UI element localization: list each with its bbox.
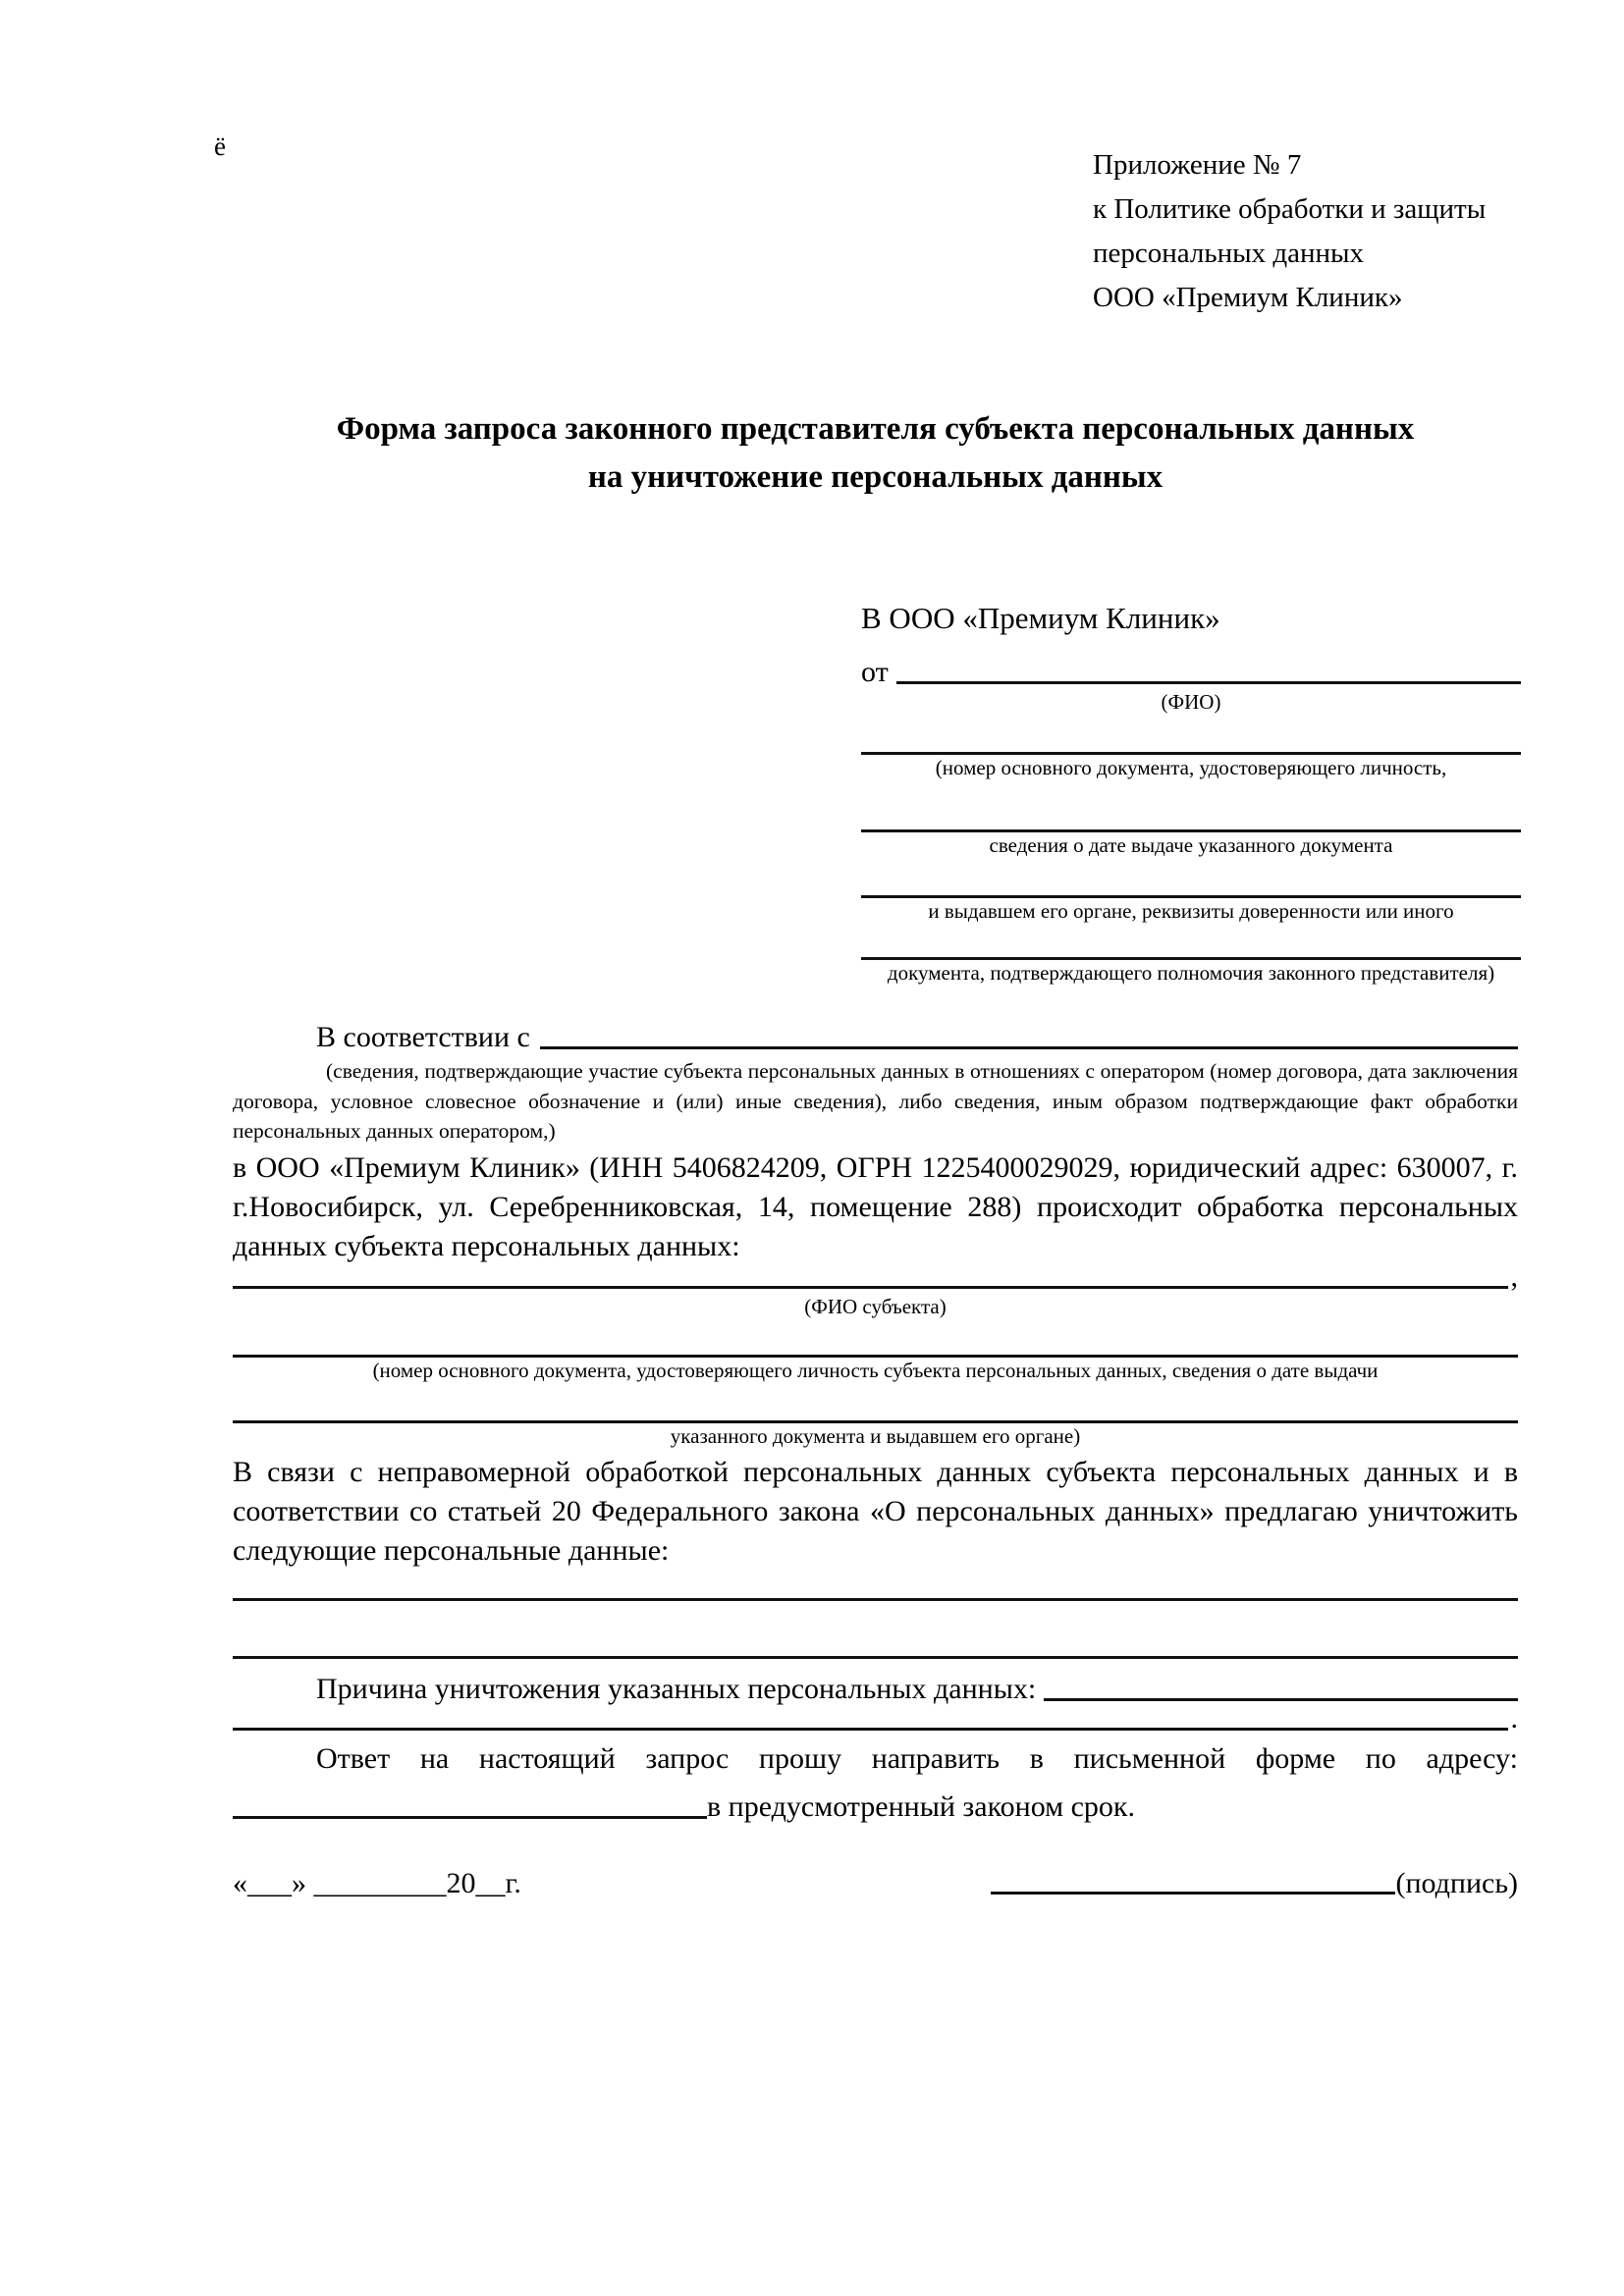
appendix-line-2: к Политике обработки и защиты [1093, 193, 1487, 225]
signature-caption: (подпись) [1395, 1867, 1518, 1899]
doc-caption-2: сведения о дате выдаче указанного документа [989, 833, 1393, 857]
representative-doc-field-1[interactable] [861, 715, 1521, 755]
from-label: от [861, 656, 889, 688]
according-row [233, 1011, 1518, 1054]
appendix-line-1: Приложение № 7 [1093, 149, 1302, 181]
body-block [233, 1011, 1518, 1824]
footer-row [233, 1853, 1518, 1900]
doc-caption-3: и выдавшем его органе, реквизиты доверенности или иного [928, 899, 1454, 923]
representative-doc-field-3[interactable] [861, 858, 1521, 898]
appendix-line-4: ООО «Премиум Клиник» [1093, 282, 1403, 313]
reason-label: Причина уничтожения указанных персональных данных: [316, 1672, 1037, 1705]
representative-doc-field-2[interactable] [861, 780, 1521, 832]
according-basis-field[interactable] [540, 1046, 1518, 1049]
according-note: (сведения, подтверждающие участие субъекта персональных данных в отношениях с оператором (номер договора, дата заключения договора, условное словесное обозначение и (или) иные сведения), либо сведения, иным образом подтверждающие факт обработки персональных данных оператором,) [233, 1059, 1518, 1143]
fio-caption: (ФИО) [1161, 690, 1221, 714]
addressee-block [861, 601, 1521, 986]
reply-request-line: Ответ на настоящий запрос прошу направить в письменной форме по адресу: [316, 1741, 1518, 1775]
doc-caption-4: документа, подтверждающего полномочия законного представителя) [887, 961, 1495, 985]
subject-fio-row [233, 1259, 1518, 1294]
from-row [861, 646, 1521, 689]
trailing-comma: , [1510, 1259, 1518, 1293]
reason-row [233, 1665, 1518, 1706]
stray-character: ё [214, 132, 226, 161]
reason-field-1[interactable] [1044, 1698, 1518, 1701]
representative-doc-field-4[interactable] [861, 924, 1521, 960]
subject-doc-caption-2: указанного документа и выдавшем его органе) [670, 1423, 1081, 1448]
signature-group [991, 1867, 1518, 1900]
reason-field-2[interactable] [233, 1728, 1508, 1731]
signature-field[interactable] [991, 1892, 1395, 1895]
unlawful-processing-paragraph: В связи с неправомерной обработкой персональных данных субъекта персональных данных и в соответствии со статьей 20 Федерального закона «О персональных данных» предлагаю уничтожить следующие персональные данные: [233, 1455, 1518, 1567]
appendix-line-3: персональных данных [1093, 238, 1365, 269]
trailing-period: . [1510, 1701, 1518, 1735]
reply-address-field[interactable] [233, 1816, 707, 1819]
reply-term-text: в предусмотренный законом срок. [707, 1789, 1135, 1823]
representative-fio-field[interactable] [896, 681, 1521, 684]
subject-fio-field[interactable] [233, 1286, 1508, 1289]
subject-doc-field-1[interactable] [233, 1319, 1518, 1358]
appendix-block [1093, 143, 1486, 320]
according-label: В соответствии с [316, 1021, 530, 1053]
reply-address-row [233, 1779, 1518, 1824]
date-field[interactable]: «___» _________20__г. [233, 1867, 521, 1899]
page-title-line-1: Форма запроса законного представителя субъекта персональных данных [336, 411, 1415, 447]
subject-doc-field-2[interactable] [233, 1383, 1518, 1423]
operator-paragraph: в ООО «Премиум Клиник» (ИНН 5406824209, ОГРН 1225400029029, юридический адрес: 630007, г. г.Новосибирск, ул. Серебренниковская, 14, помещение 288) происходит обработка персональных данных субъекта персональных данных: [233, 1150, 1518, 1262]
page-title-line-2: на уничтожение персональных данных [587, 459, 1164, 495]
reason-continuation-row [233, 1701, 1518, 1735]
doc-caption-1: (номер основного документа, удостоверяющего личность, [935, 756, 1447, 779]
subject-doc-caption-1: (номер основного документа, удостоверяющего личность субъекта персональных данных, сведения о дате выдачи [372, 1358, 1379, 1382]
subject-fio-caption: (ФИО субъекта) [804, 1294, 947, 1318]
page-title [233, 405, 1518, 502]
addressee-organization: В ООО «Премиум Клиник» [861, 601, 1220, 635]
data-to-destroy-field-2[interactable] [233, 1601, 1518, 1659]
data-to-destroy-field-1[interactable] [233, 1571, 1518, 1601]
